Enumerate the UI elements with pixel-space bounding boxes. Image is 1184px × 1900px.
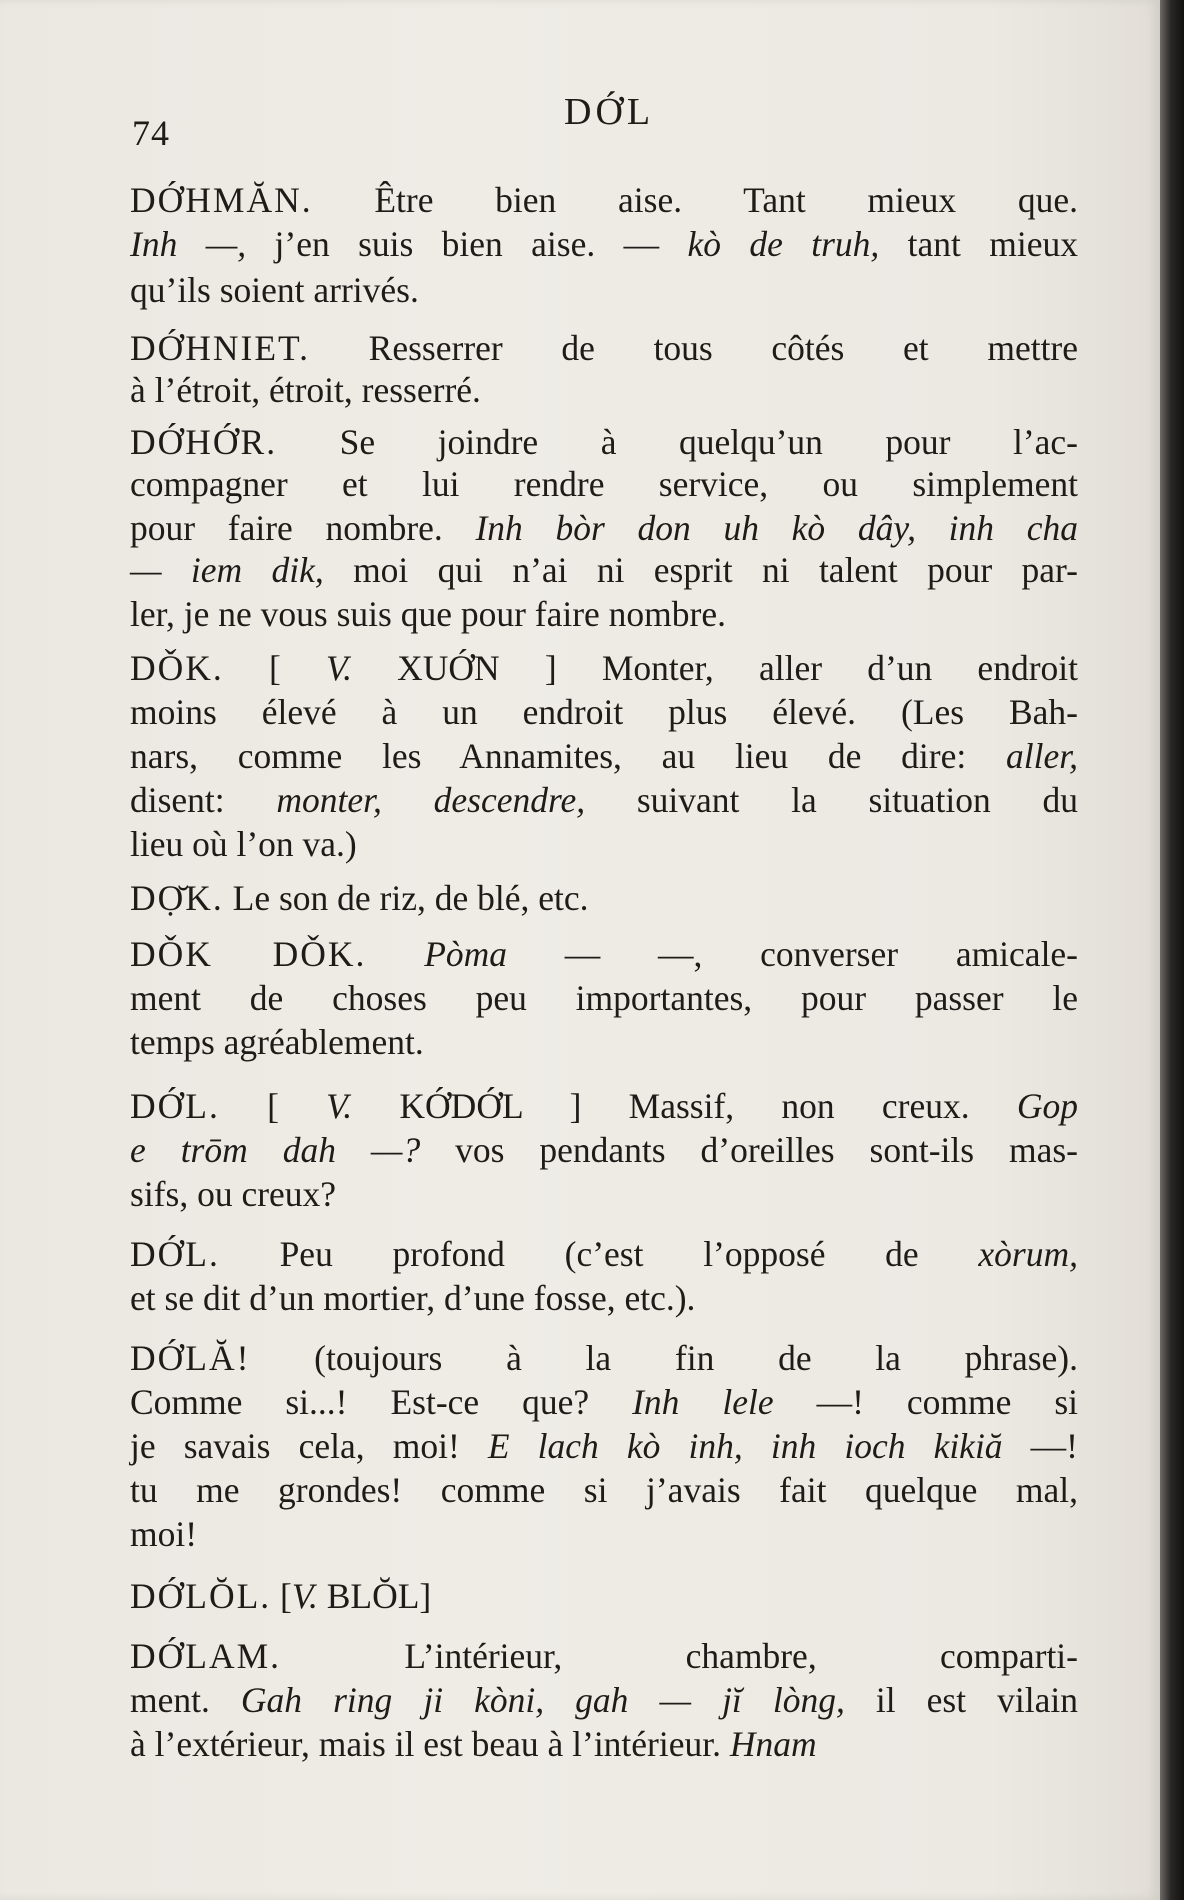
definition-text: je savais cela, moi! <box>130 1426 488 1466</box>
headword: DỚL. <box>130 1234 220 1274</box>
headword: DỌ̆K. <box>130 878 224 918</box>
bahnar-example: Pòma <box>424 934 508 974</box>
definition-text: il est vilain <box>844 1680 1078 1720</box>
entry-line <box>130 1128 1078 1172</box>
bahnar-example: aller, <box>1006 736 1078 776</box>
definition-text: suivant la situation du <box>585 780 1078 820</box>
entry-line <box>130 822 1078 866</box>
entry-line <box>130 646 1078 690</box>
entry-line <box>130 1722 1078 1766</box>
definition-text: tant mieux <box>879 224 1079 264</box>
entry-line <box>130 1678 1078 1722</box>
entry-line <box>130 1512 1078 1556</box>
entry-line <box>130 690 1078 734</box>
definition-text: ment. <box>130 1680 241 1720</box>
definition-text: lieu où l’on va.) <box>130 824 357 864</box>
entry-line <box>130 178 1078 222</box>
definition-text: sifs, ou creux? <box>130 1174 337 1214</box>
definition-text: —! comme si <box>773 1382 1078 1422</box>
bahnar-example: Inh bòr don uh kò dây, inh cha <box>475 508 1078 548</box>
entry-line <box>130 734 1078 778</box>
headword: DǑK DǑK. <box>130 934 367 974</box>
entry-line <box>130 1574 1078 1618</box>
definition-text: —! <box>1002 1426 1078 1466</box>
entry-line <box>130 876 1078 920</box>
headword: DỚL. <box>130 1086 220 1126</box>
definition-text: L’intérieur, chambre, comparti- <box>404 1636 1078 1676</box>
bahnar-example: E lach kò inh, inh ioch kikiă <box>487 1426 1003 1466</box>
bahnar-example: kò de truh, <box>687 224 880 264</box>
bahnar-example: e trōm dah —? <box>130 1130 421 1170</box>
bahnar-example: V. <box>325 648 352 688</box>
entry-line <box>130 1424 1078 1468</box>
entry-line <box>130 268 1078 312</box>
definition-text: disent: <box>130 780 277 820</box>
entry-line <box>130 932 1078 976</box>
definition-text: Être bien aise. Tant mieux que. <box>374 180 1078 220</box>
entry-line <box>130 976 1078 1020</box>
definition-text: tu me grondes! comme si j’avais fait quelque mal, <box>130 1470 1078 1510</box>
headword: DỚHNIET. <box>130 328 310 368</box>
bahnar-example: Gah ring ji kòni, gah — jĭ lòng, <box>240 1680 845 1720</box>
bahnar-example: xòrum, <box>978 1234 1078 1274</box>
entry-line <box>130 1336 1078 1380</box>
definition-text: j’en suis bien aise. — <box>246 224 688 264</box>
headword: DỚLŎL. <box>130 1576 272 1616</box>
definition-text: vos pendants d’oreilles sont-ils mas- <box>420 1130 1078 1170</box>
entry-line <box>130 462 1078 506</box>
headword: DỚHỚR. <box>130 422 278 462</box>
definition-text: moi qui n’ai ni esprit ni talent pour par- <box>323 550 1078 590</box>
definition-text: (toujours à la fin de la phrase). <box>314 1338 1078 1378</box>
entry-line <box>130 1634 1078 1678</box>
definition-text: moins élevé à un endroit plus élevé. (Les Bah- <box>130 692 1078 732</box>
definition-text: pour faire nombre. <box>130 508 476 548</box>
definition-text: — —, converser amicale- <box>507 934 1079 974</box>
definition-text: temps agréablement. <box>130 1022 424 1062</box>
entry-line <box>130 778 1078 822</box>
definition-text: à l’étroit, étroit, resserré. <box>130 370 481 410</box>
bahnar-example: V. <box>326 1086 353 1126</box>
definition-text: à l’extérieur, mais il est beau à l’intérieur. <box>130 1724 730 1764</box>
book-binding-edge <box>1160 0 1184 1900</box>
entry-line <box>130 1276 1078 1320</box>
bahnar-example: Gop <box>1016 1086 1078 1126</box>
definition-text: XUỚN ] Monter, aller d’un endroit <box>351 648 1078 688</box>
entry-line <box>130 420 1078 464</box>
headword: DỚLAM. <box>130 1636 282 1676</box>
bahnar-example: Hnam <box>729 1724 817 1764</box>
bahnar-example: V. <box>291 1576 318 1616</box>
definition-text: ment de choses peu importantes, pour passer le <box>130 978 1078 1018</box>
entry-line <box>130 592 1078 636</box>
definition-text: et se dit d’un mortier, d’une fosse, etc.). <box>130 1278 696 1318</box>
entry-line <box>130 1020 1078 1064</box>
entry-line <box>130 1468 1078 1512</box>
definition-text: compagner et lui rendre service, ou simplement <box>130 464 1078 504</box>
entry-line <box>130 1084 1078 1128</box>
definition-text: nars, comme les Annamites, au lieu de dire: <box>130 736 1006 776</box>
definition-text: [ <box>268 648 326 688</box>
page-number: 74 <box>132 113 170 153</box>
entry-line <box>130 1232 1078 1276</box>
definition-text: KỚDỚL ] Massif, non creux. <box>352 1086 1017 1126</box>
entry-line <box>130 506 1078 550</box>
entry-line <box>130 222 1078 266</box>
bahnar-example: — iem dik, <box>130 550 324 590</box>
bahnar-example: monter, descendre, <box>276 780 586 820</box>
definition-text: Comme si...! Est-ce que? <box>130 1382 633 1422</box>
bahnar-example: Inh lele <box>632 1382 774 1422</box>
definition-text: BLŎL] <box>317 1576 432 1616</box>
definition-text: [ <box>280 1576 292 1616</box>
headword: DỚHMĂN. <box>130 180 313 220</box>
definition-text: [ <box>267 1086 327 1126</box>
bahnar-example: Inh —, <box>130 224 247 264</box>
entry-line <box>130 326 1078 370</box>
definition-text: Peu profond (c’est l’opposé de <box>279 1234 979 1274</box>
definition-text: Se joindre à quelqu’un pour l’ac- <box>339 422 1078 462</box>
definition-text: Le son de riz, de blé, etc. <box>232 878 589 918</box>
entry-line <box>130 368 1078 412</box>
entry-line <box>130 1172 1078 1216</box>
entry-line <box>130 548 1078 592</box>
headword: DǑK. <box>130 648 224 688</box>
definition-text: Resserrer de tous côtés et mettre <box>368 328 1079 368</box>
entry-line <box>130 1380 1078 1424</box>
headword: DỚLĂ! <box>130 1338 251 1378</box>
running-head: DỚL <box>564 91 655 133</box>
definition-text: qu’ils soient arrivés. <box>130 270 419 310</box>
definition-text: ler, je ne vous suis que pour faire nombre. <box>130 594 726 634</box>
definition-text: moi! <box>130 1514 198 1554</box>
